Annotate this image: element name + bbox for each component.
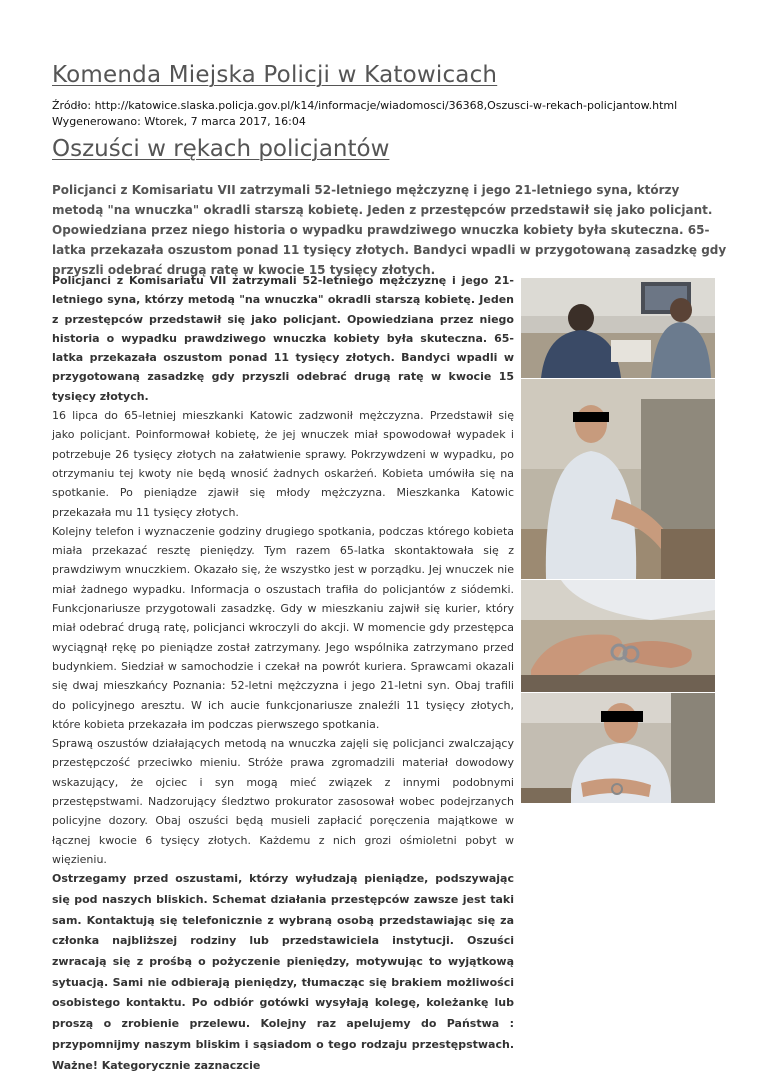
document-meta: [52, 98, 677, 130]
photo-officers-at-desk: [521, 278, 715, 378]
body-paragraph-3: Sprawą oszustów działających metodą na wnuczka zajęli się policjanci zwalczający przestępczość przeciwko mieniu. Stróże prawa zgromadzili materiał dowodowy wskazujący, że ojciec i syn mogą mieć związek z innymi podobnymi przestępstwami. Nadzorujący śledztwo prokurator zasosował wobec podejrzanych policyjne dozory. Obaj oszuści będą musieli zapłacić poręczenia majątkowe w łącznej kwocie 6 tysięcy złotych. Każdemu z nich grozi ośmioletni pobyt w więzieniu.: [52, 737, 514, 866]
photo-column: [521, 278, 715, 804]
photo-suspect-handcuffed: [521, 693, 715, 803]
article-lead: Policjanci z Komisariatu VII zatrzymali 52-letniego mężczyznę i jego 21-letniego syna, którzy metodą "na wnuczka" okradli starszą kobietę. Jeden z przestępców przedstawił się jako policjant. Opowiedziana przez niego historia o wypadku prawdziwego wnuczka kobiety była skuteczna. 65-latka przekazała oszustom ponad 11 tysięcy złotych. Bandyci wpadli w przygotowaną zasadzkę gdy przyszli odebrać drugą ratę w kwocie 15 tysięcy złotych.: [52, 183, 727, 277]
generated-date: Wygenerowano: Wtorek, 7 marca 2017, 16:04: [52, 115, 306, 128]
article-title[interactable]: Oszuści w rękach policjantów: [52, 136, 390, 162]
site-title[interactable]: Komenda Miejska Policji w Katowicach: [52, 62, 498, 88]
intro-paragraph: Policjanci z Komisariatu VII zatrzymali 52-letniego mężczyznę i jego 21-letniego syna, którzy metodą "na wnuczka" okradli starszą kobietę. Jeden z przestępców przedstawił się jako policjant. Opowiedziana przez niego historia o wypadku prawdziwego wnuczka kobiety była skuteczna. 65-latka przekazała oszustom ponad 11 tysięcy złotych. Bandyci wpadli w przygotowaną zasadzkę gdy przyszli odebrać drugą ratę w kwocie 15 tysięcy złotych.: [52, 274, 514, 403]
photo-suspect-seated: [521, 379, 715, 579]
body-paragraph-1: 16 lipca do 65-letniej mieszkanki Katowic zadzwonił mężczyzna. Przedstawił się jako policjant. Poinformował kobietę, że jej wnuczek miał spowodował wypadek i potrzebuje 26 tysięcy złotych na załatwienie sprawy. Pokrzywdzeni w wypadku, po otrzymaniu tej kwoty nie będą wnosić żadnych oskarżeń. Kobieta umówiła się na spotkanie. Po pieniądze zjawił się młody mężczyzna. Mieszkanka Katowic przekazała mu 11 tysięcy złotych.: [52, 409, 514, 519]
source-line: Źródło: http://katowice.slaska.policja.gov.pl/k14/informacje/wiadomosci/36368,Oszusci-w-rekach-policjantow.html: [52, 99, 678, 112]
body-paragraph-2: Kolejny telefon i wyznaczenie godziny drugiego spotkania, podczas którego kobieta miała przekazać resztę pieniędzy. Tym razem 65-latka skontaktowała się z prawdziwym wnuczkiem. Okazało się, że wszystko jest w porządku. Jej wnuczek nie miał żadnego wypadku. Informacja o oszustach trafiła do policjantów z siódemki. Funkcjonariusze przygotowali zasadzkę. Gdy w mieszkaniu zajwił się kurier, który miał odebrać drugą ratę, policjanci wkroczyli do akcji. W momencie gdy przestępca wyciągnął rękę po pieniądze został zatrzymany. Jego wspólnika zatrzymano przed budynkiem. Siedział w samochodzie i czekał na powrót kuriera. Sprawcami okazali się dwaj mieszkańcy Poznania: 52-letni mężczyzna i jego 21-letni syn. Obaj trafili do policyjnego aresztu. W ich aucie funkcjonariusze znaleźli 11 tysięcy złotych, które kobieta przekazała im podczas pierwszego spotkania.: [52, 524, 514, 731]
article-body: [52, 271, 514, 1076]
warning-paragraph: Ostrzegamy przed oszustami, którzy wyłudzają pieniądze, podszywając się pod naszych bliskich. Schemat działania przestępców zawsze jest taki sam. Kontaktują się telefonicznie z wybraną osobą przedstawiając się za członka najbliższej rodziny lub przedstawiciela instytucji. Oszuści zwracają się z prośbą o pożyczenie pieniędzy, motywując to wyjątkową sytuacją. Sami nie odbierają pieniędzy, tłumacząc się brakiem możliwości osobistego kontaktu. Po odbiór gotówki wysyłają kolegę, koleżankę lub proszą o zrobienie przelewu. Kolejny raz apelujemy do Państwa : przypomnijmy naszym bliskim i sąsiadom o tego rodzaju przestępstwach. Ważne! Kategorycznie zaznaczcie: [52, 872, 514, 1072]
photo-handcuffed-hands: [521, 580, 715, 692]
